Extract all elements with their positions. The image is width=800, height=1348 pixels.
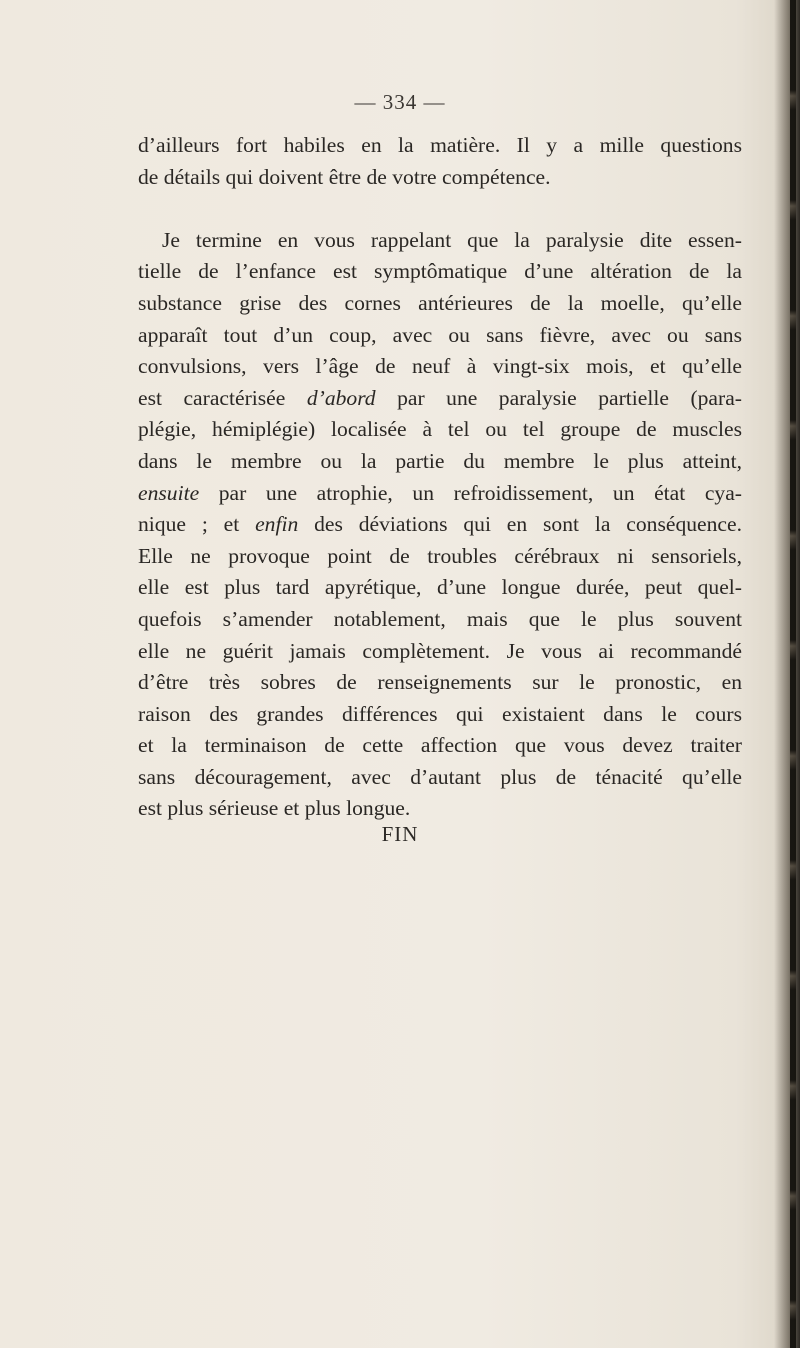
italic-text: ensuite bbox=[138, 480, 200, 505]
text-line: plégie, hémiplégie) localisée à tel ou tel groupe de muscles bbox=[138, 417, 742, 442]
body-text bbox=[138, 130, 742, 825]
text-line: d’être très sobres de renseignements sur le pronostic, en bbox=[138, 670, 742, 695]
page-edge-shadow bbox=[774, 0, 800, 1348]
text-line: sans découragement, avec d’autant plus de ténacité qu’elle bbox=[138, 764, 742, 789]
text-line: est plus sérieuse et plus longue. bbox=[138, 796, 411, 821]
text-line: Elle ne provoque point de troubles cérébraux ni sensoriels, bbox=[138, 543, 742, 568]
text-line: et la terminaison de cette affection que vous devez traiter bbox=[138, 733, 742, 758]
text-line: apparaît tout d’un coup, avec ou sans fièvre, avec ou sans bbox=[138, 322, 742, 347]
text-run: est caractérisée bbox=[138, 385, 307, 410]
text-line: elle ne guérit jamais complètement. Je vous ai recommandé bbox=[138, 638, 742, 663]
page-number: — 334 — bbox=[354, 90, 446, 114]
text-line: elle est plus tard apyrétique, d’une longue durée, peut quel- bbox=[138, 575, 742, 600]
italic-text: d’abord bbox=[306, 385, 376, 410]
text-run: par une paralysie partielle (para- bbox=[375, 385, 742, 410]
paragraph-gap bbox=[138, 193, 742, 225]
text-line: Je termine en vous rappelant que la paralysie dite essen- bbox=[162, 227, 742, 252]
text-line: tielle de l’enfance est symptômatique d’une altération de la bbox=[138, 259, 742, 284]
text-line: d’ailleurs fort habiles en la matière. Il y a mille questions bbox=[138, 133, 742, 157]
text-line bbox=[138, 383, 742, 415]
italic-text: enfin bbox=[255, 512, 299, 537]
text-line: de détails qui doivent être de votre compétence. bbox=[138, 164, 551, 189]
text-line: substance grise des cornes antérieures de la moelle, qu’elle bbox=[138, 290, 742, 315]
text-run: par une atrophie, un refroidissement, un état cya- bbox=[199, 480, 742, 505]
text-line: dans le membre ou la partie du membre le plus atteint, bbox=[138, 448, 742, 473]
text-run: nique ; et bbox=[138, 512, 256, 537]
text-line bbox=[138, 509, 742, 541]
end-mark: FIN bbox=[381, 822, 419, 846]
text-line: raison des grandes différences qui existaient dans le cours bbox=[138, 701, 742, 726]
text-line bbox=[138, 478, 742, 510]
text-line: convulsions, vers l’âge de neuf à vingt-six mois, et qu’elle bbox=[138, 354, 742, 379]
page-edge-binding bbox=[790, 0, 796, 1348]
text-line: quefois s’amender notablement, mais que le plus souvent bbox=[138, 606, 742, 631]
text-run: des déviations qui en sont la conséquence. bbox=[298, 512, 742, 537]
